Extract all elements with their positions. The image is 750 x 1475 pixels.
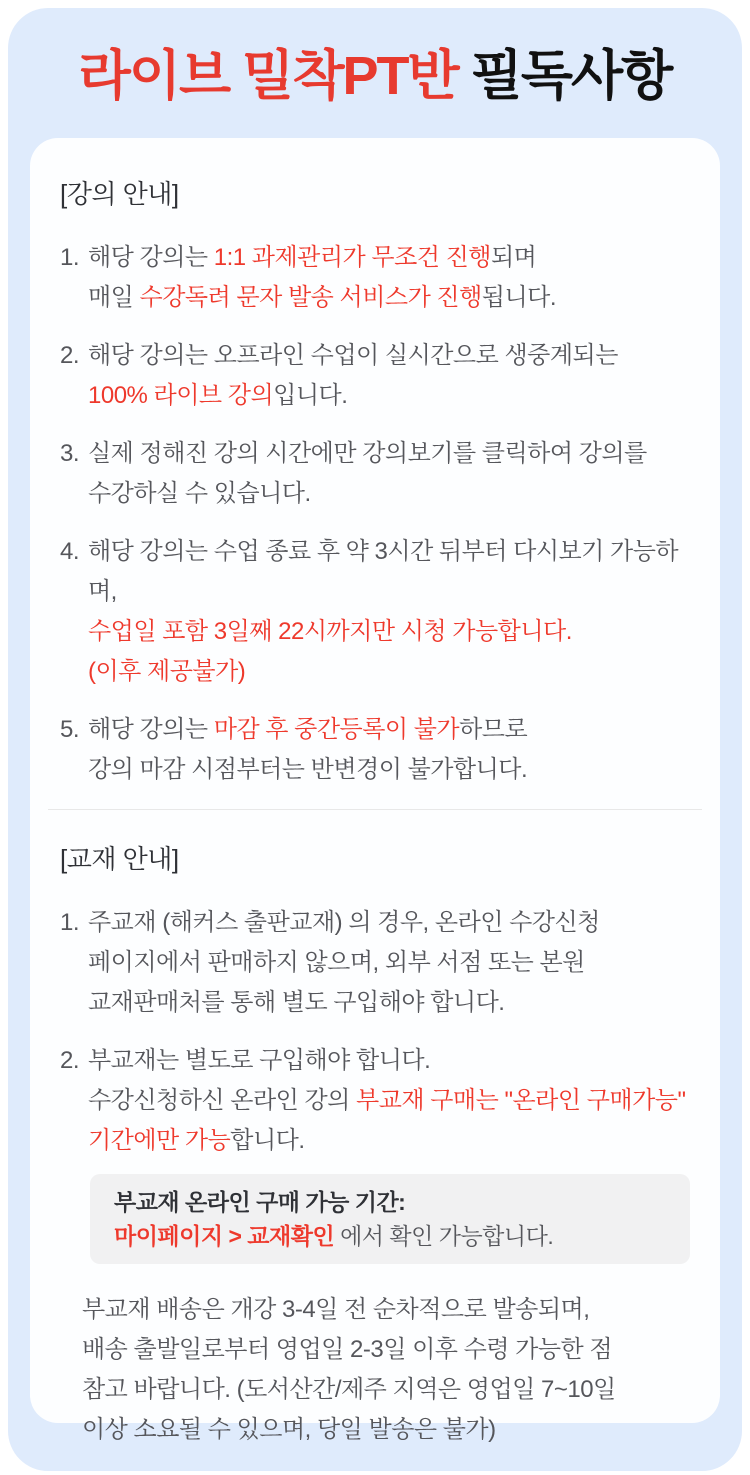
body-text: 되며	[490, 244, 537, 271]
body-text: 실제 정해진 강의 시간에만 강의보기를 클릭하여 강의를	[88, 440, 647, 467]
page-title-highlight: 라이브 밀착PT반	[78, 46, 458, 106]
highlighted-text: 수업일 포함 3일째 22시까지만 시청 가능합니다.	[88, 618, 572, 645]
list-item-line	[88, 474, 690, 514]
notice-box-rest: 에서 확인 가능합니다.	[334, 1223, 554, 1249]
list-item-line	[88, 1041, 690, 1081]
list-item-line	[88, 710, 690, 750]
notice-box-title: 부교재 온라인 구매 가능 기간:	[114, 1189, 406, 1215]
list-item-line	[88, 532, 690, 612]
highlighted-text: 1:1 과제관리가 무조건 진행	[213, 244, 491, 271]
highlighted-text: (이후 제공불가)	[88, 658, 246, 685]
list-item-line	[88, 376, 690, 416]
body-text: 수강신청하신 온라인 강의	[88, 1087, 357, 1114]
shipping-note-line: 부교재 배송은 개강 3-4일 전 순차적으로 발송되며,	[82, 1296, 590, 1323]
notice-box-detail	[114, 1219, 666, 1253]
shipping-note	[82, 1290, 690, 1450]
highlighted-text: 부교재 구매는 "온라인 구매가능"	[356, 1087, 686, 1114]
page-title-rest: 필독사항	[457, 46, 672, 106]
list-item-line	[88, 238, 690, 278]
body-text: 강의 마감 시점부터는 반변경이 불가합니다.	[88, 756, 528, 783]
list-item-line	[88, 750, 690, 790]
list-item-text	[88, 532, 690, 692]
list-item-number: 1.	[60, 909, 80, 936]
body-text: 됩니다.	[481, 284, 557, 311]
page-title	[8, 45, 742, 107]
list-item	[60, 1041, 690, 1161]
section	[60, 178, 690, 790]
body-text: 해당 강의는	[88, 716, 214, 743]
list-item-line	[88, 434, 690, 474]
list-item-line	[88, 943, 690, 983]
list-item-text	[88, 336, 690, 416]
list-item	[60, 238, 690, 318]
list-item	[60, 710, 690, 790]
notice-box-path: 마이페이지 > 교재확인	[114, 1223, 335, 1249]
body-text: 수강하실 수 있습니다.	[88, 480, 311, 507]
list-item-number: 1.	[60, 244, 80, 271]
section-header: [강의 안내]	[60, 179, 179, 209]
shipping-note-line: 배송 출발일로부터 영업일 2-3일 이후 수령 가능한 점	[82, 1336, 613, 1363]
list-item-number: 3.	[60, 440, 80, 467]
list-item-line	[88, 983, 690, 1023]
list-item-number: 5.	[60, 716, 80, 743]
body-text: 입니다.	[273, 382, 348, 409]
shipping-note-line: 이상 소요될 수 있으며, 당일 발송은 불가)	[82, 1416, 496, 1443]
content-card	[30, 138, 720, 1443]
list-item-line	[88, 652, 690, 692]
shipping-note-line: 참고 바랍니다. (도서산간/제주 지역은 영업일 7~10일	[82, 1376, 616, 1403]
list-item-line	[88, 1121, 690, 1161]
list-item-number: 2.	[60, 342, 80, 369]
list-item	[60, 434, 690, 514]
list-item-text	[88, 710, 690, 790]
body-text: 부교재는 별도로 구입해야 합니다.	[88, 1047, 431, 1074]
body-text: 해당 강의는 오프라인 수업이 실시간으로 생중계되는	[88, 342, 618, 369]
list-item	[60, 532, 690, 692]
highlighted-text: 기간에만 가능	[88, 1127, 231, 1154]
highlighted-text: 마감 후 중간등록이 불가	[213, 716, 460, 743]
list-item	[60, 903, 690, 1023]
list-item-line	[88, 903, 690, 943]
highlighted-text: 100% 라이브 강의	[88, 382, 274, 409]
list-item-text	[88, 238, 690, 318]
blue-background-panel	[8, 8, 742, 1471]
list-item-number: 2.	[60, 1047, 80, 1074]
body-text: 교재판매처를 통해 별도 구입해야 합니다.	[88, 989, 505, 1016]
body-text: 해당 강의는	[88, 244, 214, 271]
sections-host	[60, 178, 690, 1161]
list-item-line	[88, 336, 690, 376]
body-text: 하므로	[459, 716, 528, 743]
body-text: 주교재 (해커스 출판교재) 의 경우, 온라인 수강신청	[88, 909, 600, 936]
body-text: 합니다.	[230, 1127, 305, 1154]
notice-box	[90, 1174, 690, 1264]
list-item-number: 4.	[60, 538, 80, 565]
section	[60, 843, 690, 1161]
body-text: 해당 강의는 수업 종료 후 약 3시간 뒤부터 다시보기 가능하며,	[88, 538, 679, 605]
list-item-line	[88, 612, 690, 652]
highlighted-text: 수강독려 문자 발송 서비스가 진행	[139, 284, 482, 311]
body-text: 매일	[88, 284, 140, 311]
list-item-line	[88, 278, 690, 318]
list-item	[60, 336, 690, 416]
list-item-text	[88, 903, 690, 1023]
body-text: 페이지에서 판매하지 않으며, 외부 서점 또는 본원	[88, 949, 585, 976]
section-divider	[48, 809, 702, 810]
section-header: [교재 안내]	[60, 844, 179, 874]
list-item-text	[88, 1041, 690, 1161]
list-item-text	[88, 434, 690, 514]
list-item-line	[88, 1081, 690, 1121]
